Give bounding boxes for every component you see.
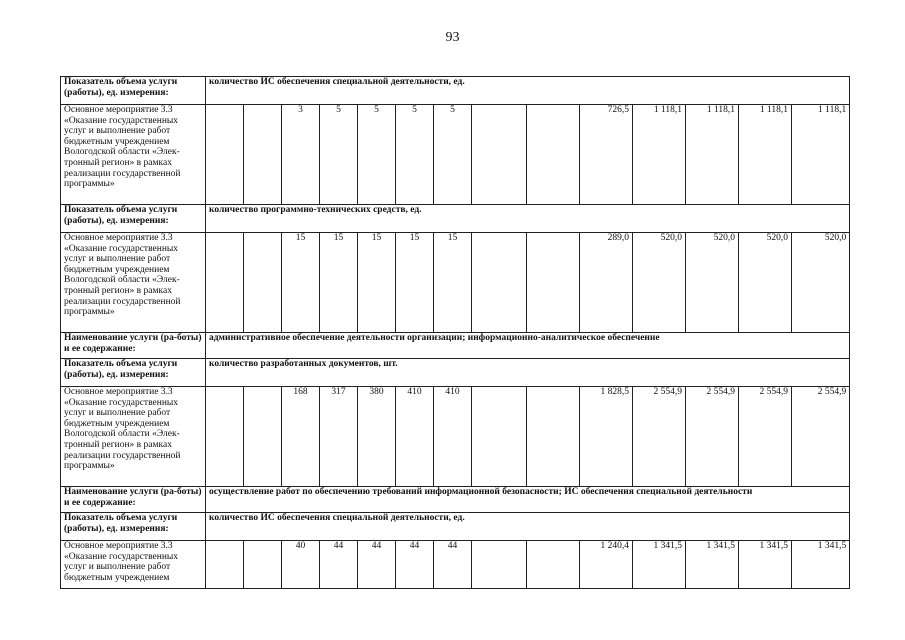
section-header-row [61,487,850,513]
value-cell: 15 [358,233,396,333]
row-label: Показатель объема услуги (работы), ед. измерения: [61,77,206,105]
value-cell: 5 [396,105,434,205]
value-cell: 520,0 [633,233,686,333]
value-cell: 44 [396,541,434,589]
value-cell: 1 341,5 [792,541,850,589]
value-cell [472,387,527,487]
row-description: количество разработанных документов, шт. [206,359,850,387]
value-cell: 15 [320,233,358,333]
value-cell: 44 [434,541,472,589]
value-cell [527,387,580,487]
value-cell: 40 [282,541,320,589]
activity-label: Основное мероприятие 3.3 «Оказание государственных услуг и выполнение работ бюджетным учреждением Вологодской области «Элек-тронный регион» в рамках реализации государственной программы» [61,387,206,487]
value-cell [206,233,244,333]
row-label: Показатель объема услуги (работы), ед. измерения: [61,359,206,387]
row-description: количество ИС обеспечения специальной деятельности, ед. [206,77,850,105]
table-row [61,233,850,333]
value-cell: 1 828,5 [580,387,633,487]
value-cell: 2 554,9 [739,387,792,487]
row-label: Наименование услуги (ра-боты) и ее содержание: [61,333,206,359]
activity-label: Основное мероприятие 3.3 «Оказание государственных услуг и выполнение работ бюджетным учреждением [61,541,206,589]
value-cell [244,541,282,589]
budget-table [60,76,850,589]
value-cell [527,105,580,205]
value-cell [472,105,527,205]
value-cell: 289,0 [580,233,633,333]
value-cell: 1 341,5 [739,541,792,589]
value-cell [206,541,244,589]
value-cell: 410 [396,387,434,487]
table-body [61,77,850,589]
page-number: 93 [445,30,460,45]
value-cell: 1 341,5 [633,541,686,589]
value-cell: 380 [358,387,396,487]
section-header-row [61,359,850,387]
value-cell: 44 [358,541,396,589]
value-cell [206,387,244,487]
activity-label: Основное мероприятие 3.3 «Оказание государственных услуг и выполнение работ бюджетным учреждением Вологодской области «Элек-тронный регион» в рамках реализации государственной программы» [61,233,206,333]
row-description: административное обеспечение деятельности организации; информационно-аналитическое обеспечение [206,333,850,359]
value-cell [244,233,282,333]
value-cell: 5 [320,105,358,205]
value-cell: 520,0 [686,233,739,333]
value-cell: 15 [282,233,320,333]
value-cell: 3 [282,105,320,205]
value-cell: 520,0 [739,233,792,333]
row-label: Показатель объема услуги (работы), ед. измерения: [61,205,206,233]
value-cell: 1 341,5 [686,541,739,589]
value-cell: 5 [434,105,472,205]
section-header-row [61,77,850,105]
row-label: Показатель объема услуги (работы), ед. измерения: [61,513,206,541]
value-cell: 1 240,4 [580,541,633,589]
value-cell: 317 [320,387,358,487]
table-row [61,387,850,487]
value-cell: 1 118,1 [633,105,686,205]
row-description: количество программно-технических средств, ед. [206,205,850,233]
value-cell [244,105,282,205]
value-cell: 15 [396,233,434,333]
value-cell: 15 [434,233,472,333]
section-header-row [61,205,850,233]
value-cell: 726,5 [580,105,633,205]
value-cell [527,541,580,589]
value-cell [244,387,282,487]
value-cell: 410 [434,387,472,487]
value-cell: 1 118,1 [792,105,850,205]
section-header-row [61,333,850,359]
value-cell: 1 118,1 [686,105,739,205]
activity-label: Основное мероприятие 3.3 «Оказание государственных услуг и выполнение работ бюджетным учреждением Вологодской области «Элек-тронный регион» в рамках реализации государственной программы» [61,105,206,205]
row-description: количество ИС обеспечения специальной деятельности, ед. [206,513,850,541]
value-cell: 168 [282,387,320,487]
value-cell [472,233,527,333]
value-cell: 520,0 [792,233,850,333]
value-cell [472,541,527,589]
value-cell: 2 554,9 [633,387,686,487]
row-description: осуществление работ по обеспечению требований информационной безопасности; ИС обеспечения специальной деятельности [206,487,850,513]
value-cell [527,233,580,333]
value-cell: 2 554,9 [792,387,850,487]
table-row [61,105,850,205]
value-cell: 2 554,9 [686,387,739,487]
table-row [61,541,850,589]
value-cell: 44 [320,541,358,589]
value-cell: 5 [358,105,396,205]
value-cell [206,105,244,205]
value-cell: 1 118,1 [739,105,792,205]
row-label: Наименование услуги (ра-боты) и ее содержание: [61,487,206,513]
section-header-row [61,513,850,541]
